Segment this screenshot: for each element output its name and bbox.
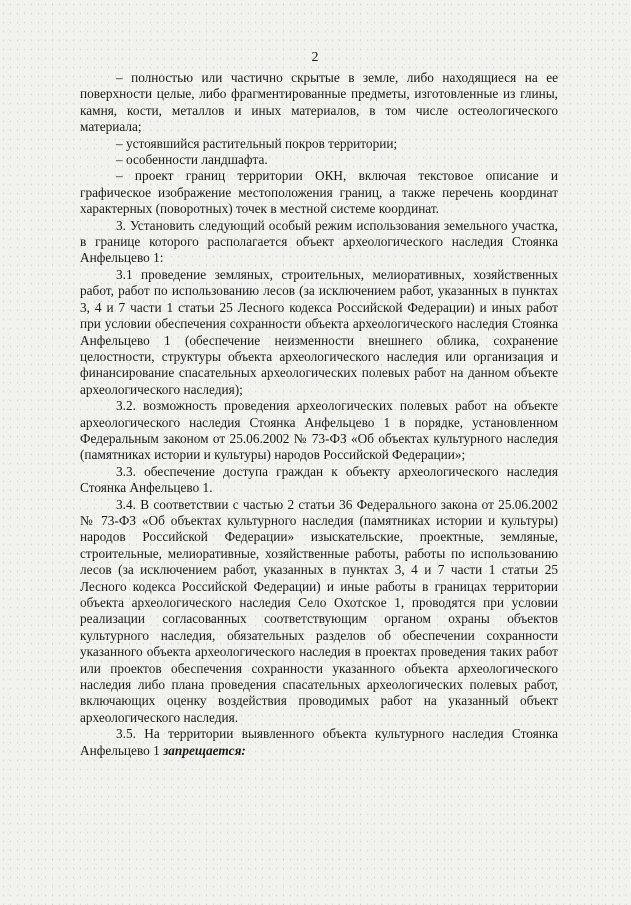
- paragraph-3-3: 3.3. обеспечение доступа граждан к объекту археологического наследия Стоянка Анфельцево 1.: [80, 463, 558, 496]
- paragraph-3-2: 3.2. возможность проведения археологических полевых работ на объекте археологического наследия Стоянка Анфельцево 1 в порядке, установленном Федеральным законом от 25.06.2002 № 73-ФЗ «Об объектах культурного наследия (памятниках истории и культуры) народов Российской Федерации»;: [80, 398, 558, 463]
- paragraph-3-5: [80, 726, 558, 759]
- list-item-artifacts: – полностью или частично скрытые в земле, либо находящиеся на ее поверхности целые, либо фрагментированные предметы, изготовленные из глины, камня, кости, металлов и иных материалов, в том числе остеологического материала;: [80, 70, 558, 135]
- paragraph-3: 3. Установить следующий особый режим использования земельного участка, в границе которого располагается объект археологического наследия Стоянка Анфельцево 1:: [80, 217, 558, 266]
- document-body: [80, 70, 558, 759]
- list-item-boundary-project: – проект границ территории ОКН, включая текстовое описание и графическое изображение местоположения границ, а также перечень координат характерных (поворотных) точек в местной системе координат.: [80, 168, 558, 217]
- list-item-vegetation: – устоявшийся растительный покров территории;: [116, 135, 398, 151]
- paragraph-3-5-text: 3.5. На территории выявленного объекта культурного наследия Стоянка Анфельцево 1: [80, 726, 558, 758]
- page-number: 2: [311, 50, 320, 65]
- list-item-landscape: – особенности ландшафта.: [116, 152, 268, 168]
- paragraph-3-4: 3.4. В соответствии с частью 2 статьи 36 Федерального закона от 25.06.2002 № 73-ФЗ «Об объектах культурного наследия (памятниках истории и культуры) народов Российской Федерации» изыскательские, проектные, земляные, строительные, мелиоративные, хозяйственные работы, работы по использованию лесов (за исключением работ, указанных в пунктах 3, 4 и 7 части 1 статьи 25 Лесного кодекса Российской Федерации) и иные работы в границах территории объекта археологического наследия Село Охотское 1, проводятся при условии реализации согласованных соответствующим органом охраны объектов культурного наследия, обязательных разделов об обеспечении сохранности указанного объекта археологического наследия в проектах проведения таких работ или проектов обеспечения сохранности указанного объекта археологического наследия либо плана проведения спасательных археологических полевых работ, включающих оценку воздействия проводимых работ на указанный объект археологического наследия.: [80, 496, 558, 725]
- prohibited-emphasis: запрещается:: [163, 742, 246, 758]
- paragraph-3-1: 3.1 проведение земляных, строительных, мелиоративных, хозяйственных работ, работ по использованию лесов (за исключением работ, указанных в пунктах 3, 4 и 7 части 1 статьи 25 Лесного кодекса Российской Федерации) и иных работ при условии обеспечения сохранности объекта археологического наследия Стоянка Анфельцево 1 (обеспечение неизменности внешнего облика, сохранение целостности, структуры объекта археологического наследия или организация и финансирование спасательных археологических полевых работ на данном объекте археологического наследия);: [80, 266, 558, 397]
